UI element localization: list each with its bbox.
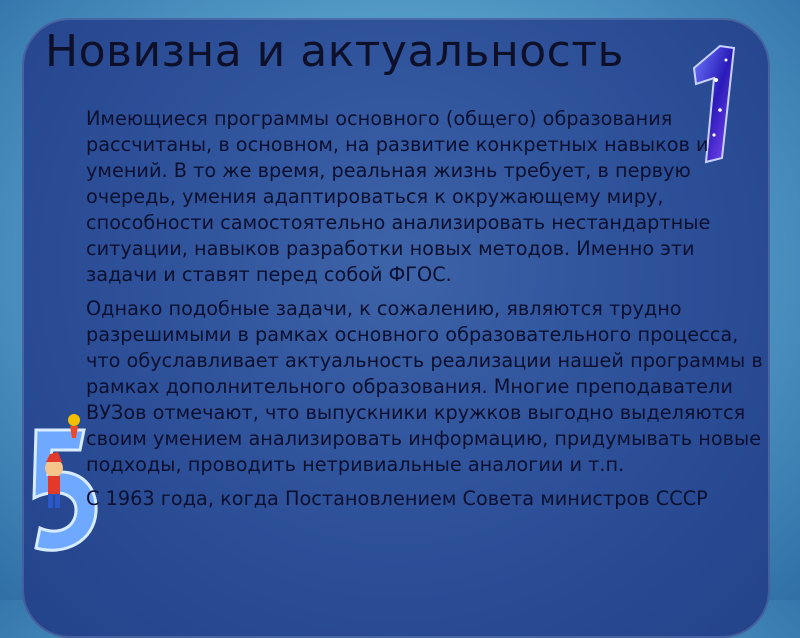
slide-body [86,106,766,520]
paragraph-3: С 1963 года, когда Постановлением Совета министров СССР [86,487,708,510]
paragraph-2: Однако подобные задачи, к сожалению, являются трудно разрешимыми в рамках основного образовательного процесса, что обуславливает актуальность реализации нашей программы в рамках дополнительного образования. Многие преподаватели ВУЗов отмечают, что выпускники кружков выгодно выделяются своим умением анализировать информацию, придумывать новые подходы, проводить нетривиальные аналогии и т.п. [86,297,763,476]
paragraph-1: Имеющиеся программы основного (общего) образования рассчитаны, в основном, на развитие конкретных навыков и умений. В то же время, реальная жизнь требует, в первую очередь, умения адаптироваться к окружающему миру, способности самостоятельно анализировать нестандартные ситуации, навыков разработки новых методов. Именно эти задачи и ставят перед собой ФГОС. [86,107,711,286]
slide-title: Новизна и актуальность [45,26,624,77]
